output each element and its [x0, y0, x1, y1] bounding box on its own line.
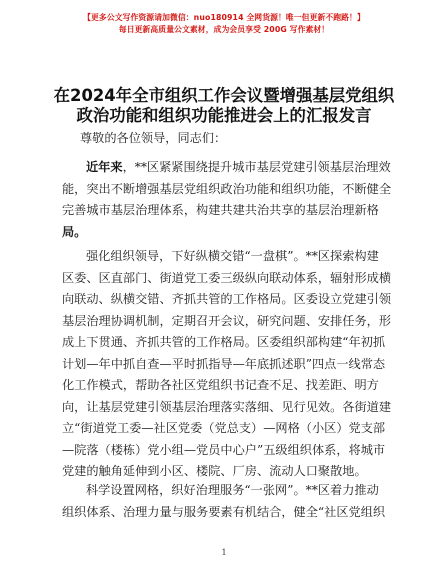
paragraph-1-line — [62, 157, 391, 179]
paragraph-2-line: 区委、区直部门、街道党工委三级纵向联动体系，辐射形成横 — [62, 270, 392, 285]
greeting-text: 尊敬的各位领导，同志们： — [80, 131, 227, 145]
paragraph-1-line: 完善城市基层治理体系，构建共建共治共享的基层治理新格 — [62, 203, 379, 217]
paragraph-2-line: —院落（楼栋）党小组—党员中心户”五级组织体系，将城市 — [62, 442, 386, 457]
promo-banner-line-1: 【更多公文写作资源请加微信：nuo180914 全网货源！唯一但更新不跑路！】 — [83, 13, 365, 22]
paragraph-2-line: 立“街道党工委—社区党委（党总支）—网格（小区）党支部 — [62, 421, 386, 435]
paragraph-2-line: 向，让基层党建引领基层治理落实落细、见行见效。各街道建 — [62, 399, 392, 414]
paragraph-2-line: 计划—年中抓自查—平时抓指导—年底抓述职”四点一线常态 — [62, 356, 386, 371]
document-title-line-2: 政治功能和组织功能推进会上的汇报发言 — [76, 106, 372, 125]
paragraph-2-line: 基层治理协调机制，定期召开会议，研究问题、安排任务，形 — [62, 313, 392, 328]
paragraph-3 — [62, 480, 386, 523]
paragraph-1-lead: 近年来 — [86, 160, 123, 174]
paragraph-1 — [62, 157, 392, 243]
greeting — [80, 128, 380, 150]
paragraph-2-line: 党建的触角延伸到小区、楼院、厂房、流动人口聚散地。 — [62, 464, 367, 478]
paragraph-2-line: 向联动、纵横交错、齐抓共管的工作格局。区委设立党建引领 — [62, 292, 392, 306]
paragraph-2-line: 强化组织领导，下好纵横交错“一盘棋”。**区探索构建 — [86, 249, 379, 263]
promo-banner-line-2: 每日更新高质量公文素材，成为会员享受 200G 写作素材！ — [118, 25, 330, 34]
page-number: 1 — [221, 548, 227, 557]
paragraph-1-line: 能，突出不断增强基层党组织政治功能和组织功能，不断健全 — [62, 181, 392, 196]
paragraph-2-line: 化工作模式，帮助各社区党组织书记查不足、找差距、明方 — [62, 378, 379, 392]
paragraph-3-line: 组织体系、治理力量与服务要素有机结合，健全“社区党组织 — [62, 504, 386, 519]
paragraph-1-line-text: ，**区紧紧围绕提升城市基层党建引领基层治理效 — [122, 160, 391, 174]
paragraph-2-line: 成上下贯通、齐抓共管的工作格局。区委组织部构建“年初抓 — [62, 335, 386, 349]
promo-banner — [0, 12, 448, 36]
paragraph-2 — [62, 246, 392, 483]
paragraph-1-end: 局。 — [62, 224, 87, 239]
document-title — [40, 86, 408, 126]
paragraph-3-line: 科学设置网格，织好治理服务“一张网”。**区着力推动 — [86, 483, 379, 497]
document-title-line-1: 在2024年全市组织工作会议暨增强基层党组织 — [53, 86, 395, 105]
